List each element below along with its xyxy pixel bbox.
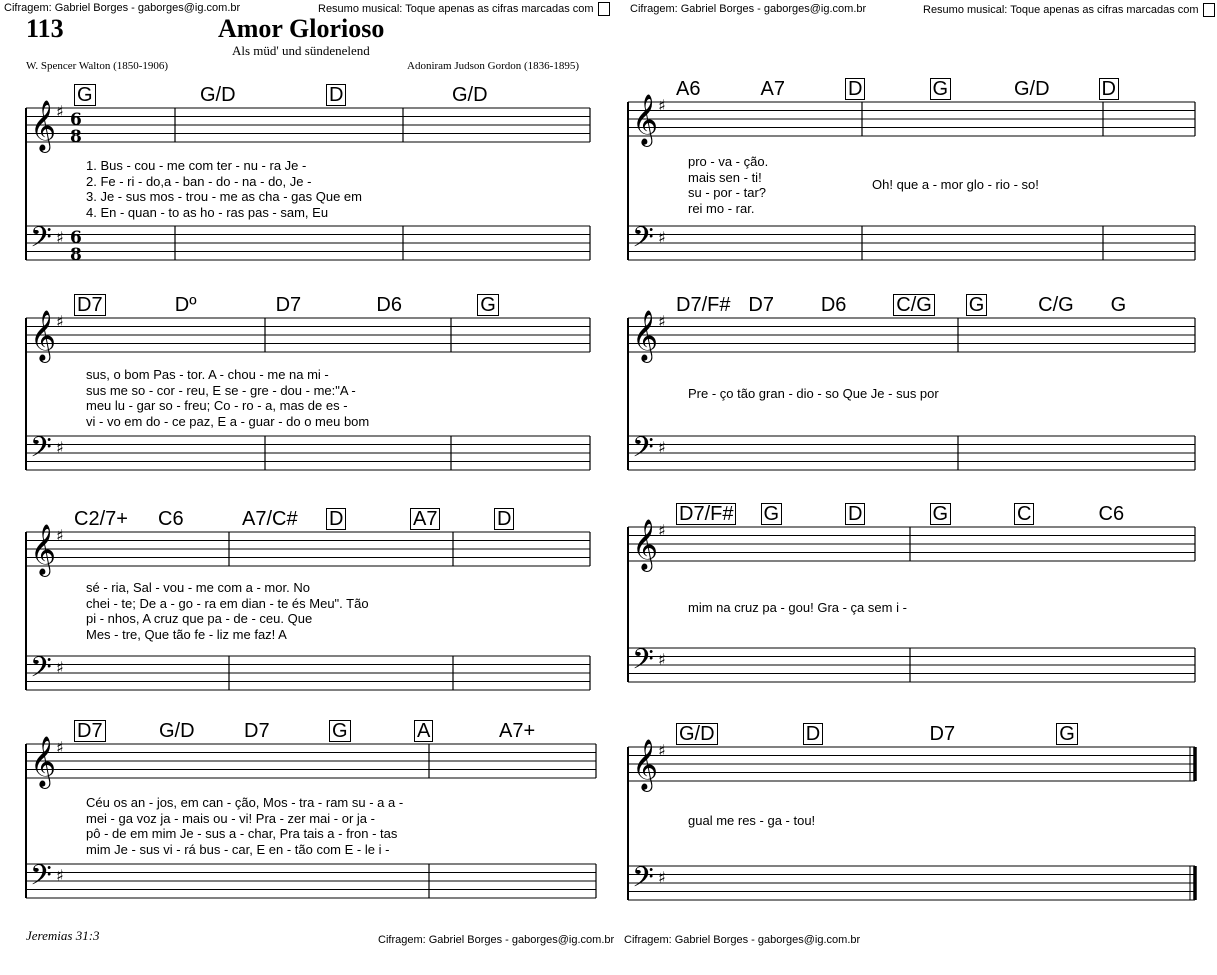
header-credit-left: Cifragem: Gabriel Borges - gaborges@ig.com.br xyxy=(4,2,241,14)
chord-label: D7 xyxy=(275,294,302,316)
hymn-title: Amor Glorioso xyxy=(218,14,385,43)
lyric-line: 1. Bus - cou - me com ter - nu - ra Je - xyxy=(86,158,307,173)
sharp-icon: ♯ xyxy=(56,658,64,677)
treble-clef-icon: 𝄞 xyxy=(632,739,659,790)
lyric-line: mei - ga voz ja - mais ou - vi! Pra - zer mai - or ja - xyxy=(86,810,375,826)
treble-clef-icon: 𝄞 xyxy=(30,524,57,575)
hymn-number: 113 xyxy=(26,14,64,43)
bass-clef-icon: 𝄢 xyxy=(30,651,52,691)
lyric-line: mim Je - sus vi - rá bus - car, E en - tão com E - le i - xyxy=(86,841,390,857)
chord-label: G/D xyxy=(159,720,195,742)
lyric-line: mais sen - ti! xyxy=(688,169,762,185)
hymn-subtitle: Als müd' und sündenelend xyxy=(232,43,370,58)
chord-label: G/D xyxy=(452,84,488,106)
header-credit-right: Cifragem: Gabriel Borges - gaborges@ig.com.br xyxy=(630,3,867,15)
lyric-line: chei - te; De a - go - ra em dian - te és Meu". Tão xyxy=(86,595,369,611)
chord-label: D xyxy=(845,78,865,100)
chord-label: G/D xyxy=(200,84,236,106)
bass-clef-icon: 𝄢 xyxy=(30,221,52,261)
chord-label: C6 xyxy=(1098,503,1125,525)
chord-label: D xyxy=(1099,78,1119,100)
lyric-line: su - por - tar? xyxy=(688,185,767,200)
scripture-reference: Jeremias 31:3 xyxy=(26,928,100,943)
chord-label: G xyxy=(761,503,783,525)
chord-label: G xyxy=(329,720,351,742)
lyric-line: 3. Je - sus mos - trou - me as cha - gas Que em xyxy=(86,189,362,204)
time-signature-top: 6 xyxy=(70,110,82,130)
chord-label: D7 xyxy=(74,720,106,742)
lyric-line: pro - va - ção. xyxy=(688,154,769,169)
chord-label: G xyxy=(477,294,499,316)
bass-clef-icon: 𝄢 xyxy=(632,221,654,261)
refrain-lyric: Oh! que a - mor glo - rio - so! xyxy=(872,177,1039,192)
chord-label: A7+ xyxy=(499,720,536,742)
sharp-icon: ♯ xyxy=(56,228,64,247)
chord-label: G xyxy=(930,78,952,100)
chord-label: C6 xyxy=(158,508,184,530)
sharp-icon: ♯ xyxy=(658,868,666,887)
chord-label: A7 xyxy=(760,78,785,100)
bass-clef-icon: 𝄢 xyxy=(30,431,52,471)
composer-music: Adoniram Judson Gordon (1836-1895) xyxy=(407,60,580,72)
chord-label: D xyxy=(494,508,514,530)
sharp-icon: ♯ xyxy=(658,741,666,760)
chord-label: D7/F# xyxy=(676,503,736,525)
header-note-left-text: Resumo musical: Toque apenas as cifras marcadas com xyxy=(318,2,594,15)
sharp-icon: ♯ xyxy=(658,96,666,115)
chord-label: D xyxy=(845,503,865,525)
treble-clef-icon: 𝄞 xyxy=(30,100,57,151)
chord-label: G/D xyxy=(676,723,718,745)
lyric-line: sus me so - cor - reu, E se - gre - dou - me:"A - xyxy=(86,382,356,398)
lyric-line: Pre - ço tão gran - dio - so Que Je - sus por xyxy=(688,386,939,401)
chord-label: D6 xyxy=(820,294,847,316)
chord-label: D7 xyxy=(748,294,774,316)
lyric-line: rei mo - rar. xyxy=(688,200,755,216)
treble-clef-icon: 𝄞 xyxy=(632,519,659,570)
lyric-line: Céu os an - jos, em can - ção, Mos - tra - ram su - a a - xyxy=(86,795,404,810)
chord-label: G xyxy=(74,84,96,106)
sharp-icon: ♯ xyxy=(56,526,64,545)
footer-credit-right: Cifragem: Gabriel Borges - gaborges@ig.com.br xyxy=(624,934,861,946)
chord-label: Dº xyxy=(174,294,197,316)
lyric-line: vi - vo em do - ce paz, E a - guar - do o meu bom xyxy=(86,413,370,429)
sharp-icon: ♯ xyxy=(658,312,666,331)
chord-label: D7 xyxy=(74,294,106,316)
chord-label: G xyxy=(1110,294,1127,316)
bass-clef-icon: 𝄢 xyxy=(30,859,52,899)
chord-label: D xyxy=(803,723,823,745)
chord-label: D7 xyxy=(244,720,270,742)
sharp-icon: ♯ xyxy=(658,521,666,540)
chord-label: A6 xyxy=(676,78,701,100)
lyric-line: 2. Fe - ri - do,a - ban - do - na - do, Je - xyxy=(86,173,312,189)
sharp-icon: ♯ xyxy=(658,228,666,247)
lyric-line: meu lu - gar so - freu; Co - ro - a, mas de es - xyxy=(86,398,348,413)
lyric-line: pi - nhos, A cruz que pa - de - ceu. Que xyxy=(86,611,313,626)
chord-label: C xyxy=(1014,503,1034,525)
composer-lyrics: W. Spencer Walton (1850-1906) xyxy=(26,60,169,72)
lyric-line: mim na cruz pa - gou! Gra - ça sem i - xyxy=(688,600,907,615)
chord-label: D xyxy=(326,84,346,106)
chord-label: D7 xyxy=(929,723,956,745)
chord-label: D xyxy=(326,508,346,530)
bass-clef-icon: 𝄢 xyxy=(632,431,654,471)
bass-clef-icon: 𝄢 xyxy=(632,861,654,901)
treble-clef-icon: 𝄞 xyxy=(632,94,659,145)
treble-clef-icon: 𝄞 xyxy=(632,310,659,361)
footer-credit-left: Cifragem: Gabriel Borges - gaborges@ig.com.br xyxy=(378,934,615,946)
bass-clef-icon: 𝄢 xyxy=(632,643,654,683)
time-signature-bottom: 8 xyxy=(70,127,82,147)
chord-label: A7/C# xyxy=(242,508,298,530)
chord-label: G xyxy=(1056,723,1078,745)
sharp-icon: ♯ xyxy=(56,738,64,757)
sharp-icon: ♯ xyxy=(658,438,666,457)
time-signature-bottom: 8 xyxy=(70,245,82,265)
treble-clef-icon: 𝄞 xyxy=(30,736,57,787)
chord-label: A7 xyxy=(410,508,440,530)
chord-label: C/G xyxy=(1038,294,1074,316)
time-signature-top: 6 xyxy=(70,228,82,248)
sharp-icon: ♯ xyxy=(56,312,64,331)
chord-label: G/D xyxy=(1014,78,1050,100)
chord-label: C/G xyxy=(893,294,935,316)
sharp-icon: ♯ xyxy=(658,650,666,669)
lyric-line: pô - de em mim Je - sus a - char, Pra tais a - fron - tas xyxy=(86,826,398,841)
treble-clef-icon: 𝄞 xyxy=(30,310,57,361)
lyric-line: 4. En - quan - to as ho - ras pas - sam, Eu xyxy=(86,204,329,220)
lyric-line: gual me res - ga - tou! xyxy=(688,813,816,828)
sharp-icon: ♯ xyxy=(56,438,64,457)
chord-label: D6 xyxy=(376,294,402,316)
chord-label: A xyxy=(414,720,433,742)
chord-label: G xyxy=(966,294,988,316)
header-note-right-text: Resumo musical: Toque apenas as cifras marcadas com xyxy=(923,3,1199,16)
chord-label: G xyxy=(930,503,952,525)
chord-label: C2/7+ xyxy=(74,508,128,530)
lyric-line: Mes - tre, Que tão fe - liz me faz! A xyxy=(86,626,287,642)
sharp-icon: ♯ xyxy=(56,866,64,885)
lyric-line: sé - ria, Sal - vou - me com a - mor. No xyxy=(86,580,310,595)
chord-label: D7/F# xyxy=(676,294,731,316)
lyric-line: sus, o bom Pas - tor. A - chou - me na mi - xyxy=(86,367,329,382)
sharp-icon: ♯ xyxy=(56,102,64,121)
